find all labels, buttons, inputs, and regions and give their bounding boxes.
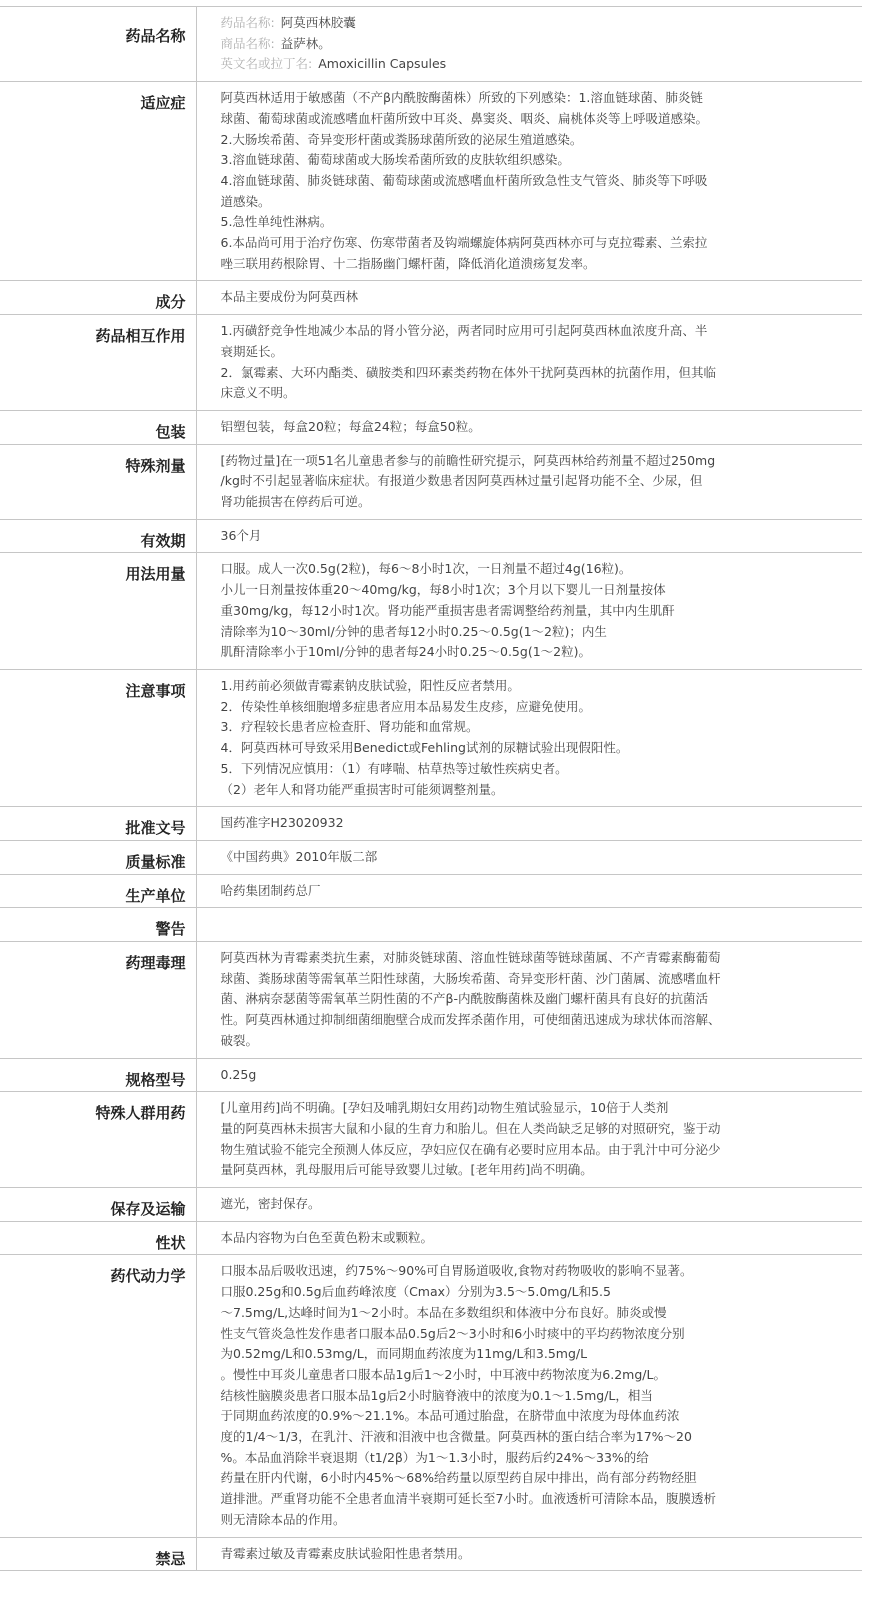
row-ingredients — [0, 281, 862, 315]
row-value — [196, 840, 862, 874]
row-pharmacology — [0, 942, 862, 1059]
row-value — [196, 444, 862, 519]
value-line: 球菌、粪肠球菌等需氧革兰阳性球菌，大肠埃希菌、奇异变形杆菌、沙门菌属、流感嗜血杆 — [220, 970, 721, 986]
row-value — [196, 942, 862, 1059]
value-line: 国药准字H23020932 — [220, 815, 344, 831]
field-value: Amoxicillin Capsules — [318, 56, 447, 72]
row-label: 用法用量 — [0, 553, 196, 670]
value-line: 衰期延长。 — [220, 343, 284, 359]
row-label: 性状 — [0, 1221, 196, 1255]
row-label: 质量标准 — [0, 840, 196, 874]
row-value — [196, 1188, 862, 1222]
row-value — [196, 553, 862, 670]
row-label: 适应症 — [0, 82, 196, 281]
row-value — [196, 1537, 862, 1571]
name-field — [221, 34, 857, 55]
row-value — [196, 410, 862, 444]
value-line: 遮光，密封保存。 — [220, 1196, 321, 1212]
value-line: 菌、淋病奈瑟菌等需氧革兰阴性菌的不产β-内酰胺酶菌株及幽门螺杆菌具有良好的抗菌活 — [220, 991, 708, 1007]
value-line: 2．氯霉素、大环内酯类、磺胺类和四环素类药物在体外干扰阿莫西林的抗菌作用，但其临 — [220, 364, 716, 380]
spec-table-body — [0, 7, 862, 1571]
value-line: 铝塑包装，每盒20粒；每盒24粒；每盒50粒。 — [220, 418, 481, 434]
name-field — [221, 13, 857, 34]
value-line: 道感染。 — [220, 193, 271, 209]
value-line: 口服本品后吸收迅速，约75%～90%可自胃肠道吸收,食物对药物吸收的影响不显著。 — [220, 1263, 693, 1279]
row-label: 批准文号 — [0, 807, 196, 841]
drug-spec-table — [0, 6, 862, 1571]
row-value — [196, 669, 862, 806]
row-label: 特殊剂量 — [0, 444, 196, 519]
value-line: 量的阿莫西林未损害大鼠和小鼠的生育力和胎儿。但在人类尚缺乏足够的对照研究，鉴于动 — [220, 1120, 721, 1136]
value-line: 物生殖试验不能完全预测人体反应，孕妇应仅在确有必要时应用本品。由于乳汁中可分泌少 — [220, 1141, 721, 1157]
value-line: 重30mg/kg，每12小时1次。肾功能严重损害患者需调整给药剂量，其中内生肌酐 — [220, 602, 675, 618]
value-line: 道排泄。严重肾功能不全患者血清半衰期可延长至7小时。血液透析可清除本品，腹膜透析 — [220, 1491, 716, 1507]
value-line: /kg时不引起显著临床症状。有报道少数患者因阿莫西林过量引起肾功能不全、少尿，但 — [220, 473, 703, 489]
row-manufacturer — [0, 874, 862, 908]
value-line: 结核性脑膜炎患者口服本品1g后2小时脑脊液中的浓度为0.1～1.5mg/L，相当 — [220, 1387, 653, 1403]
row-precautions — [0, 669, 862, 806]
row-value — [196, 908, 862, 942]
value-line: 阿莫西林为青霉素类抗生素，对肺炎链球菌、溶血性链球菌等链球菌属、不产青霉素酶葡萄 — [220, 950, 721, 966]
value-line: 阿莫西林适用于敏感菌（不产β内酰胺酶菌株）所致的下列感染：1.溶血链球菌、肺炎链 — [220, 90, 703, 106]
row-special_dose — [0, 444, 862, 519]
row-interactions — [0, 315, 862, 411]
value-line: 破裂。 — [220, 1032, 259, 1048]
value-line: 4.溶血链球菌、肺炎链球菌、葡萄球菌或流感嗜血杆菌所致急性支气管炎、肺炎等下呼吸 — [220, 172, 708, 188]
value-line: [药物过量]在一项51名儿童患者参与的前瞻性研究提示，阿莫西林给药剂量不超过250mg — [220, 452, 716, 468]
value-line: 3.溶血链球菌、葡萄球菌或大肠埃希菌所致的皮肤软组织感染。 — [220, 152, 570, 168]
value-line: 肾功能损害在停药后可逆。 — [220, 494, 371, 510]
row-standard — [0, 840, 862, 874]
row-value — [196, 874, 862, 908]
field-value: 益萨林。 — [280, 35, 331, 51]
value-line: （2）老年人和肾功能严重损害时可能须调整剂量。 — [220, 781, 504, 797]
field-value: 阿莫西林胶囊 — [280, 15, 356, 30]
value-line: 球菌、葡萄球菌或流感嗜血杆菌所致中耳炎、鼻窦炎、咽炎、扁桃体炎等上呼吸道感染。 — [220, 110, 709, 126]
row-special_population — [0, 1092, 862, 1188]
row-label: 成分 — [0, 281, 196, 315]
row-indications — [0, 82, 862, 281]
row-usage — [0, 553, 862, 670]
field-key: 商品名称: — [220, 35, 275, 51]
value-line: 青霉素过敏及青霉素皮肤试验阳性患者禁用。 — [220, 1545, 471, 1561]
empty-value — [221, 914, 857, 935]
value-line: 度的1/4～1/3，在乳汁、汗液和泪液中也含微量。阿莫西林的蛋白结合率为17%～20 — [220, 1429, 692, 1445]
value-line: 口服0.25g和0.5g后血药峰浓度（Cmax）分别为3.5～5.0mg/L和5.5 — [220, 1284, 611, 1300]
value-line: %。本品血消除半衰退期（t1/2β）为1～1.3小时，服药后约24%～33%的给 — [220, 1449, 649, 1465]
value-line: 2.大肠埃希菌、奇异变形杆菌或粪肠球菌所致的泌尿生殖道感染。 — [220, 131, 583, 147]
row-appearance — [0, 1221, 862, 1255]
row-label: 药代动力学 — [0, 1255, 196, 1537]
field-key: 药品名称: — [220, 15, 275, 30]
row-validity — [0, 519, 862, 553]
row-value — [196, 82, 862, 281]
value-line: 1.用药前必须做青霉素钠皮肤试验，阳性反应者禁用。 — [220, 677, 520, 693]
row-value — [196, 1255, 862, 1537]
row-label: 保存及运输 — [0, 1188, 196, 1222]
value-line: 1.丙磺舒竞争性地减少本品的肾小管分泌，两者同时应用可引起阿莫西林血浓度升高、半 — [220, 323, 708, 339]
row-packaging — [0, 410, 862, 444]
value-line: 性支气管炎急性发作患者口服本品0.5g后2～3小时和6小时痰中的平均药物浓度分别 — [220, 1325, 685, 1341]
value-line: 性。阿莫西林通过抑制细菌细胞壁合成而发挥杀菌作用，可使细菌迅速成为球状体而溶解、 — [220, 1012, 721, 1028]
value-line: 4．阿莫西林可导致采用Benedict或Fehling试剂的尿糖试验出现假阳性。 — [220, 740, 629, 756]
row-label: 包装 — [0, 410, 196, 444]
value-line: 则无清除本品的作用。 — [220, 1511, 346, 1527]
value-line: 。慢性中耳炎儿童患者口服本品1g后1～2小时，中耳液中药物浓度为6.2mg/L。 — [220, 1366, 666, 1382]
row-name — [0, 7, 862, 82]
row-label: 注意事项 — [0, 669, 196, 806]
row-value — [196, 7, 862, 82]
value-line: 2．传染性单核细胞增多症患者应用本品易发生皮疹，应避免使用。 — [220, 698, 591, 714]
row-label: 特殊人群用药 — [0, 1092, 196, 1188]
row-value — [196, 1092, 862, 1188]
value-line: 唑三联用药根除胃、十二指肠幽门螺杆菌，降低消化道溃疡复发率。 — [220, 255, 596, 271]
field-key: 英文名或拉丁名: — [220, 56, 313, 72]
value-line: 小儿一日剂量按体重20～40mg/kg，每8小时1次；3个月以下婴儿一日剂量按体 — [220, 582, 666, 598]
value-line: 本品主要成份为阿莫西林 — [220, 289, 359, 305]
row-storage — [0, 1188, 862, 1222]
row-label: 有效期 — [0, 519, 196, 553]
value-line: 本品内容物为白色至黄色粉末或颗粒。 — [220, 1229, 434, 1245]
value-line: 3．疗程较长患者应检查肝、肾功能和血常规。 — [220, 719, 479, 735]
row-value — [196, 1221, 862, 1255]
value-line: 《中国药典》2010年版二部 — [220, 848, 378, 864]
name-field — [221, 54, 857, 75]
value-line: 药量在肝内代谢，6小时内45%～68%给药量以原型药自尿中排出，尚有部分药物经胆 — [220, 1470, 697, 1486]
value-line: ～7.5mg/L,达峰时间为1～2小时。本品在多数组织和体液中分布良好。肺炎或慢 — [220, 1304, 667, 1320]
row-value — [196, 1058, 862, 1092]
row-value — [196, 281, 862, 315]
value-line: 于同期血药浓度的0.9%～21.1%。本品可通过胎盘，在脐带血中浓度为母体血药浓 — [220, 1408, 680, 1424]
row-label: 规格型号 — [0, 1058, 196, 1092]
value-line: 肌酐清除率小于10ml/分钟的患者每24小时0.25～0.5g(1～2粒)。 — [220, 644, 591, 660]
row-label: 禁忌 — [0, 1537, 196, 1571]
value-line: 5．下列情况应慎用：（1）有哮喘、枯草热等过敏性疾病史者。 — [220, 760, 568, 776]
row-pharmacokinetics — [0, 1255, 862, 1537]
row-approval — [0, 807, 862, 841]
value-line: [儿童用药]尚不明确。[孕妇及哺乳期妇女用药]动物生殖试验显示，10倍于人类剂 — [220, 1100, 669, 1116]
value-line: 6.本品尚可用于治疗伤寒、伤寒带菌者及钩端螺旋体病阿莫西林亦可与克拉霉素、兰索拉 — [220, 235, 708, 251]
value-line: 0.25g — [220, 1066, 257, 1082]
row-label: 药品名称 — [0, 7, 196, 82]
value-line: 哈药集团制药总厂 — [220, 882, 321, 898]
value-line: 床意义不明。 — [220, 385, 296, 401]
row-contraindications — [0, 1537, 862, 1571]
row-spec — [0, 1058, 862, 1092]
value-line: 为0.52mg/L和0.53mg/L，而同期血药浓度为11mg/L和3.5mg/L — [220, 1346, 588, 1362]
value-line: 36个月 — [220, 527, 262, 543]
row-value — [196, 315, 862, 411]
row-value — [196, 519, 862, 553]
value-line: 清除率为10～30ml/分钟的患者每12小时0.25～0.5g(1～2粒)；内生 — [220, 623, 607, 639]
row-warning — [0, 908, 862, 942]
value-line: 口服。成人一次0.5g(2粒)，每6～8小时1次，一日剂量不超过4g(16粒)。 — [220, 561, 632, 577]
row-label: 警告 — [0, 908, 196, 942]
row-value — [196, 807, 862, 841]
row-label: 生产单位 — [0, 874, 196, 908]
row-label: 药品相互作用 — [0, 315, 196, 411]
row-label: 药理毒理 — [0, 942, 196, 1059]
value-line: 量阿莫西林，乳母服用后可能导致婴儿过敏。[老年用药]尚不明确。 — [220, 1162, 593, 1178]
value-line: 5.急性单纯性淋病。 — [220, 214, 333, 230]
